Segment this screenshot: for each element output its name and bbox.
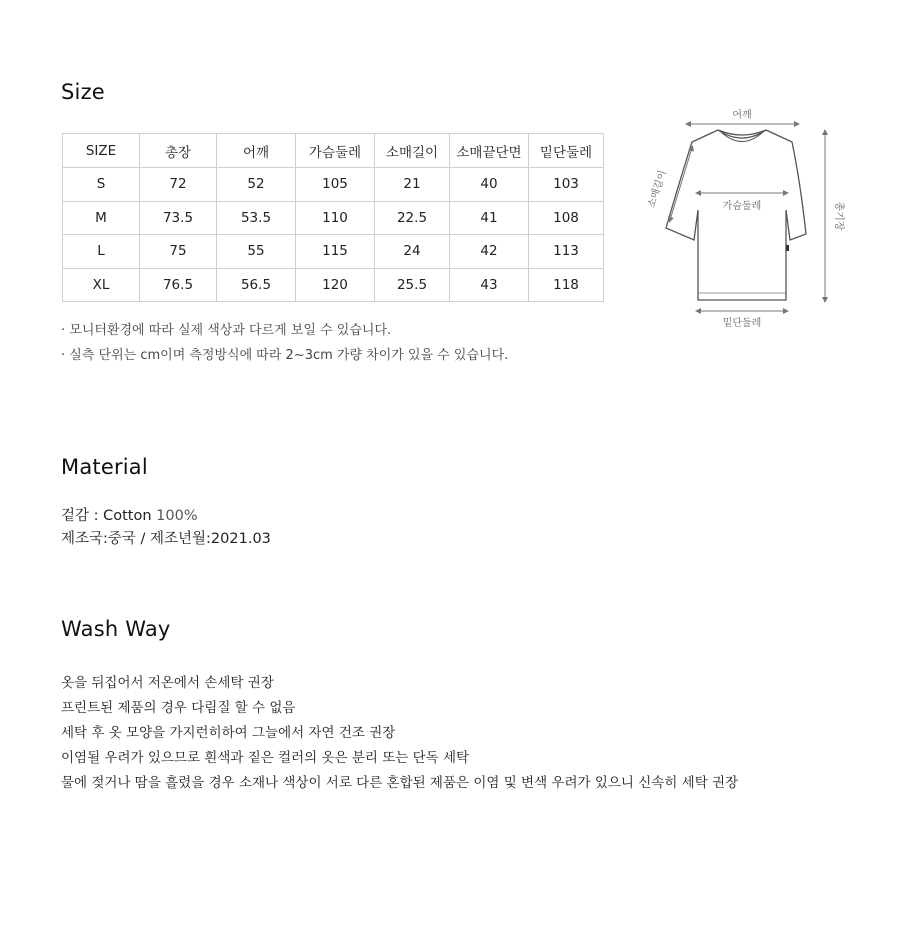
table-cell: 55: [217, 235, 296, 269]
material-info: [61, 505, 271, 551]
table-cell: 76.5: [140, 268, 217, 302]
tshirt-diagram-svg: [640, 100, 850, 340]
size-section-title: Size: [61, 80, 105, 104]
table-header: 어깨: [217, 134, 296, 168]
table-cell: 73.5: [140, 201, 217, 235]
table-cell: 113: [529, 235, 604, 269]
wash-line: 이염될 우려가 있으므로 흰색과 짙은 컬러의 옷은 분리 또는 단독 세탁: [61, 750, 470, 766]
fabric-percent: 100%: [156, 508, 198, 524]
table-cell: 56.5: [217, 268, 296, 302]
table-cell: 41: [450, 201, 529, 235]
table-cell: L: [63, 235, 140, 269]
table-header: 소매길이: [375, 134, 450, 168]
origin-line: 제조국:중국 / 제조년월:2021.03: [61, 531, 271, 547]
sleeve-label: 소매길이: [646, 169, 669, 210]
fabric-line: [61, 505, 271, 528]
total-length-label: 총기장: [833, 201, 844, 231]
table-row: [63, 235, 604, 269]
table-cell: 103: [529, 168, 604, 202]
wash-line: 물에 젖거나 땀을 흘렸을 경우 소재나 색상이 서로 다른 혼합된 제품은 이염 및 변색 우려가 있으니 신속히 세탁 권장: [61, 775, 739, 791]
table-header: SIZE: [63, 134, 140, 168]
size-notes: [61, 318, 508, 368]
size-note: · 실측 단위는 cm이며 측정방식에 따라 2~3cm 가량 차이가 있을 수 있습니다.: [61, 348, 509, 363]
wash-line: 옷을 뒤집어서 저온에서 손세탁 권장: [61, 675, 274, 691]
table-cell: 22.5: [375, 201, 450, 235]
table-header: 소매끝단면: [450, 134, 529, 168]
table-row: [63, 201, 604, 235]
size-table-header-row: [63, 134, 604, 168]
table-cell: 21: [375, 168, 450, 202]
table-cell: 120: [296, 268, 375, 302]
table-header: 총장: [140, 134, 217, 168]
table-cell: 72: [140, 168, 217, 202]
shoulder-label: 어깨: [732, 110, 752, 121]
table-cell: 42: [450, 235, 529, 269]
tshirt-outline: [666, 130, 806, 300]
table-cell: 110: [296, 201, 375, 235]
chest-label: 가슴둘레: [722, 201, 762, 212]
table-row: [63, 268, 604, 302]
table-cell: XL: [63, 268, 140, 302]
wash-section-title: Wash Way: [61, 617, 171, 641]
hem-label: 밑단둘레: [722, 318, 762, 329]
wash-instructions: [61, 671, 738, 796]
wash-line: 세탁 후 옷 모양을 가지런히하여 그늘에서 자연 건조 권장: [61, 725, 396, 741]
table-cell: 24: [375, 235, 450, 269]
wash-line: 프린트된 제품의 경우 다림질 할 수 없음: [61, 700, 296, 716]
table-cell: 75: [140, 235, 217, 269]
table-cell: 108: [529, 201, 604, 235]
table-cell: 40: [450, 168, 529, 202]
size-table: [62, 133, 604, 302]
tshirt-measurement-diagram: [640, 100, 850, 340]
table-header: 가슴둘레: [296, 134, 375, 168]
table-cell: 53.5: [217, 201, 296, 235]
table-cell: M: [63, 201, 140, 235]
material-section-title: Material: [61, 455, 148, 479]
table-cell: 25.5: [375, 268, 450, 302]
table-cell: 118: [529, 268, 604, 302]
table-cell: S: [63, 168, 140, 202]
table-cell: 105: [296, 168, 375, 202]
table-header: 밑단둘레: [529, 134, 604, 168]
tshirt-tag: [786, 245, 789, 251]
fabric-label: 겉감 : Cotton: [61, 508, 152, 524]
table-row: [63, 168, 604, 202]
table-cell: 115: [296, 235, 375, 269]
size-note: · 모니터환경에 따라 실제 색상과 다르게 보일 수 있습니다.: [61, 323, 392, 338]
table-cell: 52: [217, 168, 296, 202]
table-cell: 43: [450, 268, 529, 302]
